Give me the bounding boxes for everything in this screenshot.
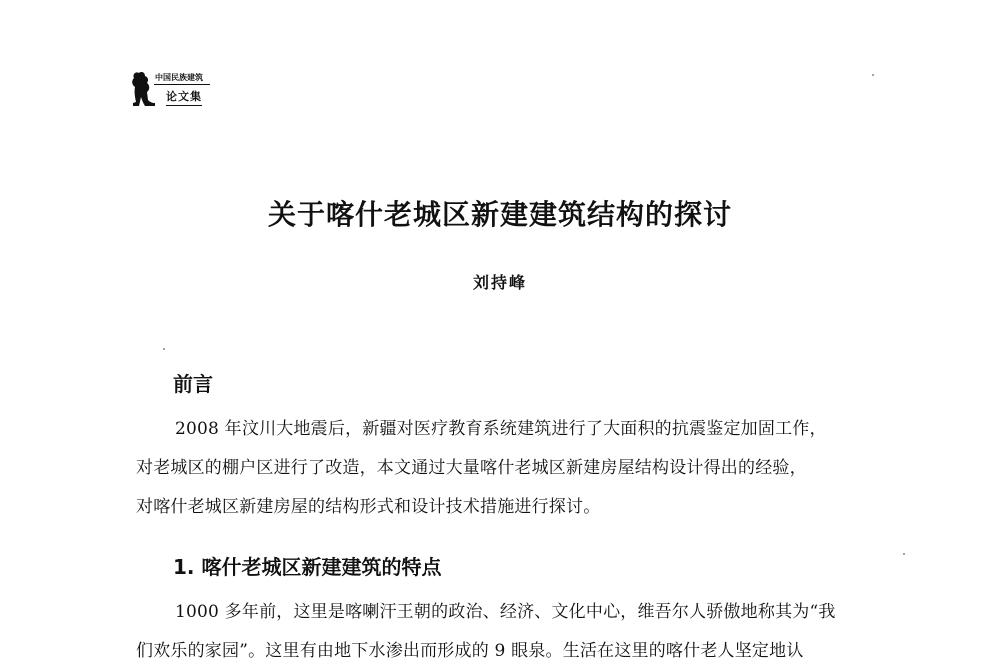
section-1-heading: 1. 喀什老城区新建建筑的特点 [173,555,442,579]
logo-rule [154,84,210,85]
section-1-paragraph-line: 1000 多年前，这里是喀喇汗王朝的政治、经济、文化中心，维吾尔人骄傲地称其为“我 [175,602,836,622]
logo-subtitle-text: 论文集 [166,88,202,106]
logo-title-text: 中国民族建筑 [155,73,203,82]
preface-heading: 前言 [173,372,213,396]
preface-paragraph-line: 对老城区的棚户区进行了改造，本文通过大量喀什老城区新建房屋结构设计得出的经验， [136,458,807,478]
article-title: 关于喀什老城区新建建筑结构的探讨 [267,198,732,231]
horse-logo-icon [128,70,158,114]
scan-speck [872,74,874,76]
section-1-paragraph-line: 们欢乐的家园”。这里有由地下水渗出而形成的 9 眼泉。生活在这里的喀什老人坚定地认 [136,641,804,661]
preface-paragraph-line: 2008 年汶川大地震后，新疆对医疗教育系统建筑进行了大面积的抗震鉴定加固工作， [175,419,827,439]
article-author: 刘持峰 [472,273,527,292]
scan-speck [163,348,165,350]
scan-speck [903,553,905,555]
journal-logo [128,70,218,114]
preface-paragraph-line: 对喀什老城区新建房屋的结构形式和设计技术措施进行探讨。 [136,497,601,517]
